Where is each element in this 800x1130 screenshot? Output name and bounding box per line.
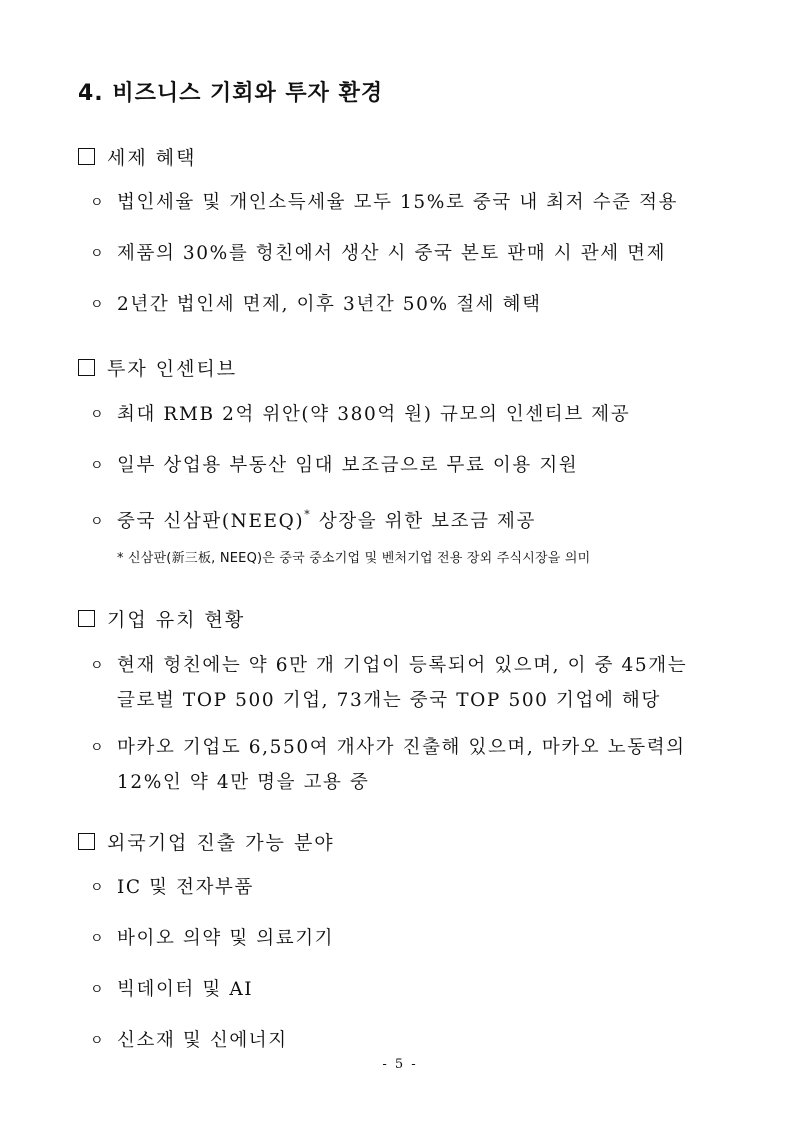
list-item-text: 빅데이터 및 AI bbox=[117, 979, 254, 1000]
section-heading-label: 기업 유치 현황 bbox=[107, 609, 246, 631]
bullet-icon: ㅇ bbox=[90, 931, 106, 947]
checkbox-icon bbox=[78, 359, 95, 376]
footnote-marker: * bbox=[304, 508, 312, 521]
section-heading-company-attraction bbox=[78, 605, 245, 632]
checkbox-icon bbox=[78, 148, 95, 165]
list-item-text: 신소재 및 신에너지 bbox=[117, 1030, 288, 1051]
footnote: * 신삼판(新三板, NEEQ)은 중국 중소기업 및 벤처기업 전용 장외 주식시장을 의미 bbox=[117, 551, 591, 566]
list-item-text: 중국 신삼판(NEEQ) bbox=[117, 511, 305, 533]
list-item-text: IC 및 전자부품 bbox=[117, 877, 254, 898]
list-item-text: 현재 헝친에는 약 6만 개 기업이 등록되어 있으며, 이 중 45개는 bbox=[117, 655, 688, 676]
list-item bbox=[90, 649, 687, 718]
list-item bbox=[90, 237, 666, 272]
list-item bbox=[90, 288, 542, 323]
page-number: - 5 - bbox=[382, 1057, 418, 1072]
page-title: 4. 비즈니스 기회와 투자 환경 bbox=[78, 81, 384, 106]
list-item bbox=[90, 973, 253, 1008]
list-item-text: 마카오 기업도 6,550여 개사가 진출해 있으며, 마카오 노동력의 bbox=[117, 737, 686, 758]
bullet-icon: ㅇ bbox=[90, 982, 106, 998]
list-item bbox=[90, 1024, 288, 1059]
list-item bbox=[90, 500, 536, 540]
section-heading-foreign-entry-fields bbox=[78, 828, 335, 855]
bullet-icon: ㅇ bbox=[90, 514, 106, 531]
bullet-icon: ㅇ bbox=[90, 458, 106, 474]
list-item-continuation: 글로벌 TOP 500 기업, 73개는 중국 TOP 500 기업에 해당 bbox=[117, 690, 661, 711]
bullet-icon: ㅇ bbox=[90, 195, 106, 211]
list-item-text: 2년간 법인세 면제, 이후 3년간 50% 절세 혜택 bbox=[117, 294, 542, 315]
list-item-text: 법인세율 및 개인소득세율 모두 15%로 중국 내 최저 수준 적용 bbox=[117, 192, 679, 213]
list-item-text: 일부 상업용 부동산 임대 보조금으로 무료 이용 지원 bbox=[117, 455, 579, 476]
checkbox-icon bbox=[78, 833, 95, 850]
list-item bbox=[90, 186, 678, 221]
list-item-text: 바이오 의약 및 의료기기 bbox=[117, 928, 335, 949]
bullet-icon: ㅇ bbox=[90, 880, 106, 896]
bullet-icon: ㅇ bbox=[90, 297, 106, 313]
list-item bbox=[90, 449, 578, 484]
list-item-text: 상장을 위한 보조금 제공 bbox=[318, 511, 536, 533]
list-item-text: 최대 RMB 2억 위안(약 380억 원) 규모의 인센티브 제공 bbox=[117, 404, 631, 425]
section-heading-label: 외국기업 진출 가능 분야 bbox=[107, 832, 335, 854]
list-item bbox=[90, 871, 254, 906]
list-item bbox=[90, 922, 334, 957]
list-item-continuation: 12%인 약 4만 명을 고용 중 bbox=[117, 772, 370, 793]
section-heading-tax-benefits bbox=[78, 143, 196, 170]
bullet-icon: ㅇ bbox=[90, 658, 106, 674]
section-heading-investment-incentives bbox=[78, 354, 237, 381]
list-item-text: 제품의 30%를 헝친에서 생산 시 중국 본토 판매 시 관세 면제 bbox=[117, 243, 667, 264]
section-heading-label: 세제 혜택 bbox=[107, 147, 197, 169]
bullet-icon: ㅇ bbox=[90, 246, 106, 262]
list-item bbox=[90, 731, 686, 800]
bullet-icon: ㅇ bbox=[90, 740, 106, 756]
list-item bbox=[90, 398, 630, 433]
bullet-icon: ㅇ bbox=[90, 1033, 106, 1049]
section-heading-label: 투자 인센티브 bbox=[107, 358, 238, 380]
checkbox-icon bbox=[78, 610, 95, 627]
bullet-icon: ㅇ bbox=[90, 407, 106, 423]
